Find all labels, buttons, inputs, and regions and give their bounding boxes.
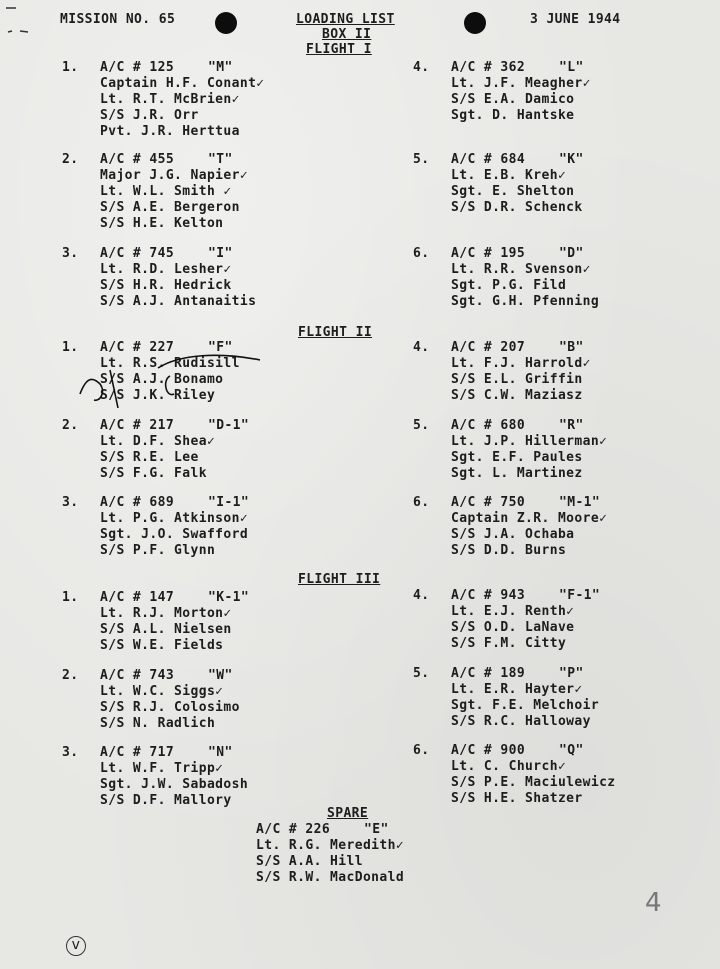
crew-member: Lt. F.J. Harrold✓	[451, 356, 591, 371]
document-date: 3 JUNE 1944	[530, 12, 621, 27]
crew-member: S/S A.L. Nielsen	[100, 622, 232, 637]
aircraft-code: "Q"	[559, 743, 584, 758]
handwritten-strikethrough	[70, 350, 270, 410]
crew-member: S/S H.E. Shatzer	[451, 791, 583, 806]
spare-title: SPARE	[327, 806, 369, 821]
crew-member: Sgt. J.W. Sabadosh	[100, 777, 249, 792]
crew-member: Captain H.F. Conant✓	[100, 76, 265, 91]
crew-member: S/S A.J. Antanaitis	[100, 294, 257, 309]
aircraft-code: "D"	[559, 246, 584, 261]
crew-member: Lt. R.G. Meredith✓	[256, 838, 405, 853]
crew-member: Lt. E.J. Renth✓	[451, 604, 575, 619]
crew-member: Lt. W.L. Smith ✓	[100, 184, 232, 199]
crew-member: S/S A.E. Bergeron	[100, 200, 240, 215]
mission-number: MISSION NO. 65	[60, 12, 176, 27]
aircraft-number: A/C # 943	[451, 588, 526, 603]
aircraft-number: A/C # 195	[451, 246, 526, 261]
crew-member: Sgt. E. Shelton	[451, 184, 575, 199]
aircraft-number: A/C # 227	[100, 340, 175, 355]
aircraft-code: "T"	[208, 152, 233, 167]
aircraft-number: A/C # 147	[100, 590, 175, 605]
aircraft-number: A/C # 745	[100, 246, 175, 261]
entry-number: 6.	[413, 246, 430, 261]
crew-member: Lt. R.S. Rudisill	[100, 356, 240, 371]
crew-member: Sgt. E.F. Paules	[451, 450, 583, 465]
aircraft-code: "M-1"	[559, 495, 601, 510]
crew-member: Lt. W.C. Siggs✓	[100, 684, 224, 699]
crew-member: S/S A.J. Bonamo	[100, 372, 224, 387]
crew-member: Sgt. L. Martinez	[451, 466, 583, 481]
crew-member: S/S E.A. Damico	[451, 92, 575, 107]
entry-number: 5.	[413, 418, 430, 433]
crew-member: S/S P.F. Glynn	[100, 543, 216, 558]
crew-member: Lt. R.D. Lesher✓	[100, 262, 232, 277]
crew-member: S/S W.E. Fields	[100, 638, 224, 653]
aircraft-number: A/C # 455	[100, 152, 175, 167]
crew-member: Lt. E.R. Hayter✓	[451, 682, 583, 697]
crew-member: S/S J.R. Orr	[100, 108, 199, 123]
entry-number: 4.	[413, 60, 430, 75]
aircraft-code: "L"	[559, 60, 584, 75]
aircraft-number: A/C # 743	[100, 668, 175, 683]
aircraft-code: "N"	[208, 745, 233, 760]
crew-member: Captain Z.R. Moore✓	[451, 511, 608, 526]
corner-handwritten-mark: v	[66, 936, 86, 956]
crew-member: Lt. J.P. Hillerman✓	[451, 434, 608, 449]
aircraft-number: A/C # 750	[451, 495, 526, 510]
entry-number: 6.	[413, 743, 430, 758]
crew-member: S/S F.M. Citty	[451, 636, 567, 651]
aircraft-code: "F"	[208, 340, 233, 355]
flight-3-title: FLIGHT III	[298, 572, 381, 587]
crew-member: S/S R.C. Halloway	[451, 714, 591, 729]
crew-member: S/S J.A. Ochaba	[451, 527, 575, 542]
aircraft-code: "R"	[559, 418, 584, 433]
aircraft-number: A/C # 689	[100, 495, 175, 510]
entry-number: 6.	[413, 495, 430, 510]
aircraft-code: "B"	[559, 340, 584, 355]
crew-member: S/S F.G. Falk	[100, 466, 207, 481]
crew-member: S/S R.E. Lee	[100, 450, 199, 465]
aircraft-code: "W"	[208, 668, 233, 683]
aircraft-code: "M"	[208, 60, 233, 75]
entry-number: 3.	[62, 745, 79, 760]
crew-member: Sgt. F.E. Melchoir	[451, 698, 600, 713]
entry-number: 5.	[413, 666, 430, 681]
aircraft-code: "K"	[559, 152, 584, 167]
crew-member: Lt. W.F. Tripp✓	[100, 761, 224, 776]
flight-2-title: FLIGHT II	[298, 325, 373, 340]
aircraft-number: A/C # 680	[451, 418, 526, 433]
box-label: BOX II	[322, 27, 372, 42]
page-number-mark: 4	[645, 888, 662, 918]
entry-number: 1.	[62, 60, 79, 75]
crew-member: Lt. R.J. Morton✓	[100, 606, 232, 621]
aircraft-code: "E"	[364, 822, 389, 837]
crew-member: Sgt. P.G. Fild	[451, 278, 567, 293]
aircraft-code: "I"	[208, 246, 233, 261]
crew-member: Lt. J.F. Meagher✓	[451, 76, 591, 91]
entry-number: 2.	[62, 152, 79, 167]
entry-number: 1.	[62, 590, 79, 605]
crew-member: S/S C.W. Maziasz	[451, 388, 583, 403]
crew-member: Lt. R.T. McBrien✓	[100, 92, 240, 107]
punch-hole-left	[215, 12, 237, 34]
aircraft-number: A/C # 900	[451, 743, 526, 758]
crew-member: S/S D.R. Schenck	[451, 200, 583, 215]
crew-member: Pvt. J.R. Herttua	[100, 124, 240, 139]
aircraft-number: A/C # 226	[256, 822, 331, 837]
crew-member: Sgt. J.O. Swafford	[100, 527, 249, 542]
crew-member: S/S H.E. Kelton	[100, 216, 224, 231]
entry-number: 3.	[62, 495, 79, 510]
crew-member: S/S E.L. Griffin	[451, 372, 583, 387]
aircraft-number: A/C # 125	[100, 60, 175, 75]
aircraft-code: "I-1"	[208, 495, 250, 510]
crew-member: Lt. R.R. Svenson✓	[451, 262, 591, 277]
aircraft-number: A/C # 189	[451, 666, 526, 681]
crew-member: S/S N. Radlich	[100, 716, 216, 731]
crew-member: S/S H.R. Hedrick	[100, 278, 232, 293]
aircraft-number: A/C # 207	[451, 340, 526, 355]
aircraft-number: A/C # 217	[100, 418, 175, 433]
crew-member: S/S D.F. Mallory	[100, 793, 232, 808]
edge-tick-marks	[0, 0, 40, 40]
crew-member: Sgt. G.H. Pfenning	[451, 294, 600, 309]
crew-member: Sgt. D. Hantske	[451, 108, 575, 123]
flight-1-title: FLIGHT I	[306, 42, 372, 57]
aircraft-number: A/C # 717	[100, 745, 175, 760]
entry-number: 2.	[62, 418, 79, 433]
entry-number: 1.	[62, 340, 79, 355]
punch-hole-right	[464, 12, 486, 34]
aircraft-code: "D-1"	[208, 418, 250, 433]
crew-member: S/S R.J. Colosimo	[100, 700, 240, 715]
entry-number: 4.	[413, 588, 430, 603]
crew-member: Lt. E.B. Kreh✓	[451, 168, 567, 183]
entry-number: 5.	[413, 152, 430, 167]
entry-number: 4.	[413, 340, 430, 355]
entry-number: 2.	[62, 668, 79, 683]
aircraft-code: "K-1"	[208, 590, 250, 605]
crew-member: S/S A.A. Hill	[256, 854, 363, 869]
aircraft-number: A/C # 362	[451, 60, 526, 75]
loading-list-title: LOADING LIST	[296, 12, 395, 27]
crew-member: S/S D.D. Burns	[451, 543, 567, 558]
crew-member: S/S J.K. Riley	[100, 388, 216, 403]
crew-member: S/S O.D. LaNave	[451, 620, 575, 635]
crew-member: S/S P.E. Maciulewicz	[451, 775, 616, 790]
crew-member: Major J.G. Napier✓	[100, 168, 249, 183]
aircraft-code: "P"	[559, 666, 584, 681]
entry-number: 3.	[62, 246, 79, 261]
aircraft-number: A/C # 684	[451, 152, 526, 167]
crew-member: Lt. C. Church✓	[451, 759, 567, 774]
crew-member: Lt. P.G. Atkinson✓	[100, 511, 249, 526]
aircraft-code: "F-1"	[559, 588, 601, 603]
crew-member: Lt. D.F. Shea✓	[100, 434, 216, 449]
crew-member: S/S R.W. MacDonald	[256, 870, 405, 885]
